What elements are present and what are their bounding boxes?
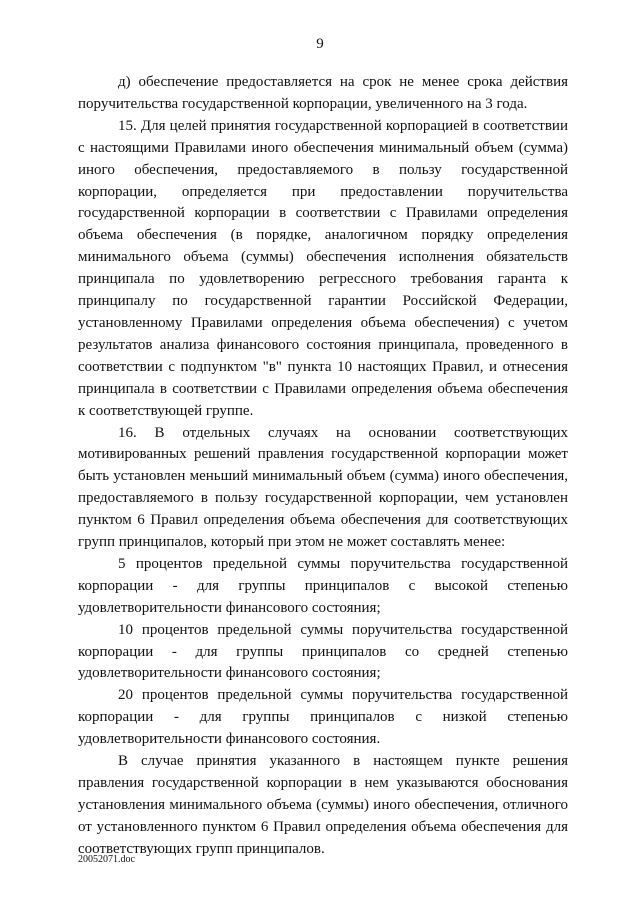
paragraph-15: 15. Для целей принятия государственной корпорацией в соответствии с настоящими Правилами иного обеспечения минимальный объем (сумма) иного обеспечения, предоставляемого в пользу государственной корпорации, определяется при предоставлении поручительства государственной корпорации в соответствии с Правилами определения объема обеспечения (в порядке, аналогичном порядку определения минимального объема (суммы) обеспечения исполнения обязательств принципала по удовлетворению регрессного требования гаранта к принципалу по государственной гарантии Российской Федерации, установленному Правилами определения объема обеспечения) с учетом результатов анализа финансового состояния принципала, проведенного в соответствии с подпунктом "в" пункта 10 настоящих Правил, и отнесения принципала в соответствии с Правилами определения объема обеспечения к соответствующей группе.: [78, 117, 568, 419]
paragraph-10-percent: 10 процентов предельной суммы поручительства государственной корпорации - для группы принципалов со средней степенью удовлетворительности финансового состояния;: [78, 621, 568, 682]
paragraph-5-percent: 5 процентов предельной суммы поручительства государственной корпорации - для группы принципалов с высокой степенью удовлетворительности финансового состояния;: [78, 555, 568, 616]
document-file-code: 20052071.doc: [78, 854, 135, 865]
paragraph-14d: д) обеспечение предоставляется на срок не менее срока действия поручительства государственной корпорации, увеличенного на 3 года.: [78, 74, 568, 112]
paragraph-decision-justification: В случае принятия указанного в настоящем пункте решения правления государственной корпорации в нем указываются обоснования установления минимального объема (суммы) иного обеспечения, отличного от установленного пунктом 6 Правил определения объема обеспечения для соответствующих групп принципалов.: [78, 753, 568, 857]
paragraph-16: 16. В отдельных случаях на основании соответствующих мотивированных решений правления государственной корпорации может быть установлен меньший минимальный объем (сумма) иного обеспечения, предоставляемого в пользу государственной корпорации, чем установлен пунктом 6 Правил определения объема обеспечения для соответствующих групп принципалов, который при этом не может составлять менее:: [78, 424, 568, 551]
paragraph-20-percent: 20 процентов предельной суммы поручительства государственной корпорации - для группы принципалов с низкой степенью удовлетворительности финансового состояния.: [78, 687, 568, 748]
document-body: [78, 72, 568, 861]
page-number: 9: [316, 36, 324, 52]
